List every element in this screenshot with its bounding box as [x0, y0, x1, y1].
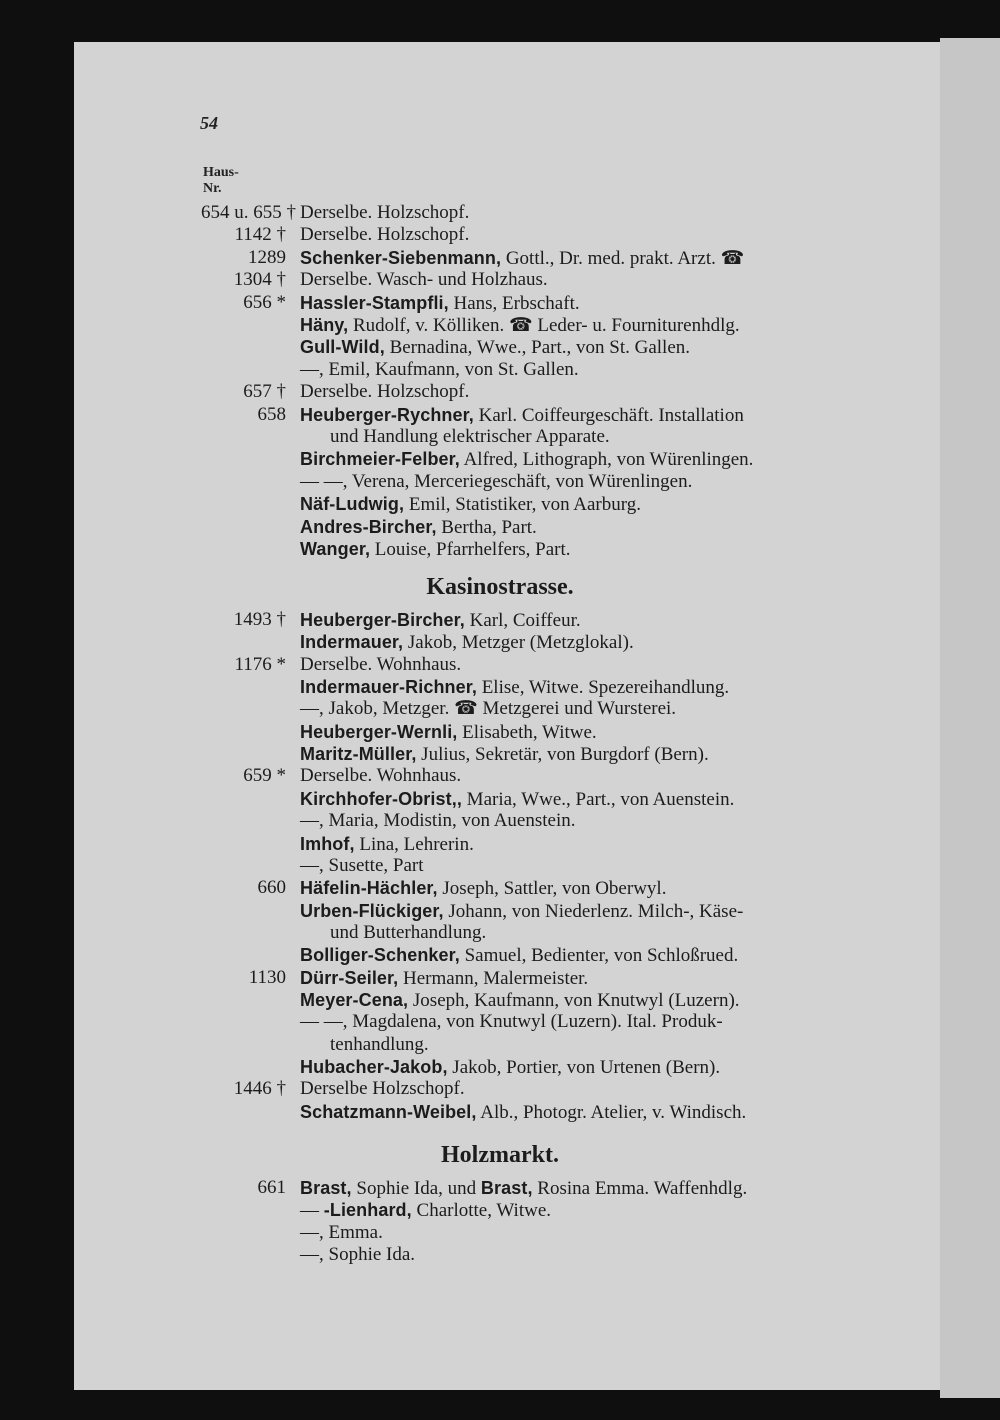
entry-text [330, 426, 610, 448]
entry-details: —, Emil, Kaufmann, von St. Gallen. [300, 358, 579, 380]
entry-details: Elisabeth, Witwe. [457, 721, 597, 743]
entry-text [300, 721, 597, 744]
street-heading: Holzmarkt. [441, 1142, 559, 1168]
resident-name: Urben-Flückiger, [300, 900, 444, 921]
entry-details: Emil, Statistiker, von Aarburg. [404, 494, 641, 516]
house-number: 1130 [248, 966, 286, 988]
resident-name: Brast, [300, 1178, 352, 1198]
entry-details: Julius, Sekretär, von Burgdorf (Bern). [416, 744, 709, 766]
entry-details: —, Jakob, Metzger. ☎ Metzgerei und Wursterei. [300, 698, 677, 720]
entry-text [300, 788, 734, 811]
entry-text [300, 202, 469, 224]
entry-details: —, Emma. [300, 1221, 383, 1243]
entry-details: Joseph, Kaufmann, von Knutwyl (Luzern). [408, 989, 740, 1011]
entry-text [300, 631, 634, 654]
resident-name: Hubacher-Jakob, [300, 1057, 448, 1077]
resident-name: Häfelin-Hächler, [300, 878, 438, 899]
resident-name: Birchmeier-Felber, [300, 449, 460, 470]
house-number: 1304 † [233, 269, 286, 291]
entry-details: Bernadina, Wwe., Part., von St. Gallen. [384, 337, 690, 359]
entry-text [300, 292, 580, 315]
entry-text [300, 538, 571, 561]
entry-details: —, Susette, Part [300, 854, 424, 876]
entry-text [300, 1222, 383, 1244]
entry-details: Joseph, Sattler, von Oberwyl. [437, 878, 667, 900]
entry-text [300, 900, 743, 923]
entry-details: tenhandlung. [330, 1033, 429, 1055]
entry-details: Alfred, Lithograph, von Würenlingen. [459, 449, 754, 471]
resident-name: Indermauer-Richner, [300, 677, 477, 698]
entry-details: Sophie Ida, und [351, 1178, 481, 1199]
entry-details: Karl. Coiffeurgeschäft. Installation [473, 404, 744, 426]
entry-details: — —, Verena, Merceriegeschäft, von Würenlingen. [300, 470, 693, 492]
house-number: 660 [257, 877, 286, 899]
resident-name: Schenker-Siebenmann, [300, 247, 502, 268]
house-number: 1142 † [234, 224, 286, 246]
house-number: 661 [257, 1177, 286, 1198]
entry-details: Rosina Emma. Waffenhdlg. [532, 1178, 748, 1199]
resident-name: Heuberger-Bircher, [300, 610, 465, 630]
entry-text [300, 810, 575, 832]
entry-text [300, 471, 692, 493]
resident-name: Indermauer, [300, 632, 404, 653]
entry-details: Maria, Wwe., Part., von Auenstein. [461, 788, 735, 810]
entry-details: und Handlung elektrischer Apparate. [330, 426, 610, 447]
entry-text [300, 359, 579, 381]
entry-details: Gottl., Dr. med. prakt. Arzt. ☎ [501, 247, 745, 269]
entry-details: und Butterhandlung. [330, 921, 487, 943]
page-number: 54 [200, 113, 218, 133]
entry-text [300, 336, 690, 359]
entry-details: Derselbe. Holzschopf. [300, 381, 470, 403]
resident-name: Imhof, [300, 833, 355, 854]
entry-text [300, 516, 537, 539]
entry-text [300, 404, 744, 427]
entry-text [300, 765, 461, 787]
house-number: 654 u. 655 † [201, 202, 296, 223]
entry-details: Lina, Lehrerin. [354, 833, 474, 855]
entry-details: Louise, Pfarrhelfers, Part. [370, 539, 571, 560]
entry-details: —, Maria, Modistin, von Auenstein. [300, 810, 576, 832]
entry-text [300, 609, 581, 632]
resident-name: Heuberger-Wernli, [300, 721, 458, 742]
house-number: 1493 † [233, 609, 286, 630]
resident-name: Maritz-Müller, [300, 744, 417, 765]
resident-name: Schatzmann-Weibel, [300, 1101, 477, 1122]
resident-name: Andres-Bircher, [300, 516, 437, 537]
entry-details: Elise, Witwe. Spezereihandlung. [476, 677, 730, 699]
entry-details: Bertha, Part. [436, 516, 537, 538]
entry-details: Charlotte, Witwe. [411, 1200, 552, 1222]
entry-text [300, 944, 738, 967]
entry-text [300, 743, 709, 766]
entry-text [300, 967, 588, 990]
entry-details: Derselbe Holzschopf. [300, 1078, 465, 1100]
entry-text [300, 676, 729, 699]
entry-details: Karl, Coiffeur. [464, 610, 581, 631]
entry-text [300, 247, 744, 270]
entry-details: Jakob, Portier, von Urtenen (Bern). [447, 1057, 721, 1078]
entry-details: — —, Magdalena, von Knutwyl (Luzern). Ital. Produk- [300, 1011, 723, 1033]
entry-details: —, Sophie Ida. [300, 1243, 416, 1265]
entry-text [300, 1011, 723, 1033]
entry-text [300, 1199, 551, 1222]
entry-text [300, 448, 753, 471]
entry-text [300, 224, 469, 246]
house-number: 1446 † [233, 1078, 286, 1100]
entry-text [300, 381, 469, 403]
resident-name: Brast, [480, 1178, 533, 1198]
entry-text [300, 1056, 720, 1079]
entry-details: Hans, Erbschaft. [448, 292, 580, 314]
resident-name: Dürr-Seiler, [300, 967, 399, 988]
house-number: 659 * [243, 765, 286, 787]
resident-name: Kirchhofer-Obrist,, [300, 788, 462, 809]
resident-name: Hassler-Stampfli, [300, 292, 449, 313]
entry-dash: — [300, 1200, 324, 1222]
entry-details: Samuel, Bedienter, von Schloßrued. [459, 945, 739, 967]
entry-text [330, 1034, 429, 1056]
column-header [203, 165, 239, 197]
street-heading: Kasinostrasse. [426, 574, 574, 600]
entry-text [300, 833, 474, 856]
entry-details: Derselbe. Wasch- und Holzhaus. [300, 269, 548, 291]
entry-details: Derselbe. Holzschopf. [300, 224, 470, 246]
entry-details: Alb., Photogr. Atelier, v. Windisch. [476, 1101, 747, 1123]
entry-details: Jakob, Metzger (Metzglokal). [403, 632, 634, 654]
house-number: 657 † [243, 381, 286, 403]
house-number: 1176 * [234, 653, 286, 675]
resident-name: Meyer-Cena, [300, 989, 409, 1010]
resident-name: Wanger, [300, 539, 371, 559]
entry-text [300, 269, 548, 291]
entry-details: Rudolf, v. Kölliken. ☎ Leder- u. Fourniturenhdlg. [348, 315, 740, 336]
resident-name: Gull-Wild, [300, 337, 385, 358]
entry-text [300, 314, 740, 337]
entry-text [300, 877, 666, 900]
entry-details: Derselbe. Holzschopf. [300, 202, 470, 223]
entry-text [300, 989, 740, 1012]
entry-text [300, 1101, 746, 1124]
entry-details: Johann, von Niederlenz. Milch-, Käse- [443, 900, 744, 922]
resident-name: -Lienhard, [323, 1200, 412, 1221]
house-number: 658 [257, 403, 286, 425]
entry-text [330, 922, 486, 944]
entry-details: Derselbe. Wohnhaus. [300, 765, 462, 787]
entry-details: Derselbe. Wohnhaus. [300, 653, 462, 675]
resident-name: Bolliger-Schenker, [300, 945, 460, 966]
entry-text [300, 493, 641, 516]
resident-name: Heuberger-Rychner, [300, 404, 474, 425]
resident-name: Näf-Ludwig, [300, 494, 405, 515]
resident-name: Häny, [300, 315, 349, 335]
entry-details: Hermann, Malermeister. [398, 967, 589, 989]
entry-text [300, 698, 676, 720]
entry-text [300, 1177, 747, 1200]
entry-text [300, 1244, 415, 1266]
entry-text [300, 1078, 465, 1100]
house-number: 656 * [243, 291, 286, 313]
entry-text [300, 855, 424, 877]
facing-page-edge [940, 38, 1000, 1398]
column-header-line: Haus- [203, 165, 239, 180]
entry-text [300, 654, 461, 676]
column-header-line: Nr. [203, 181, 222, 196]
house-number: 1289 [248, 246, 286, 268]
